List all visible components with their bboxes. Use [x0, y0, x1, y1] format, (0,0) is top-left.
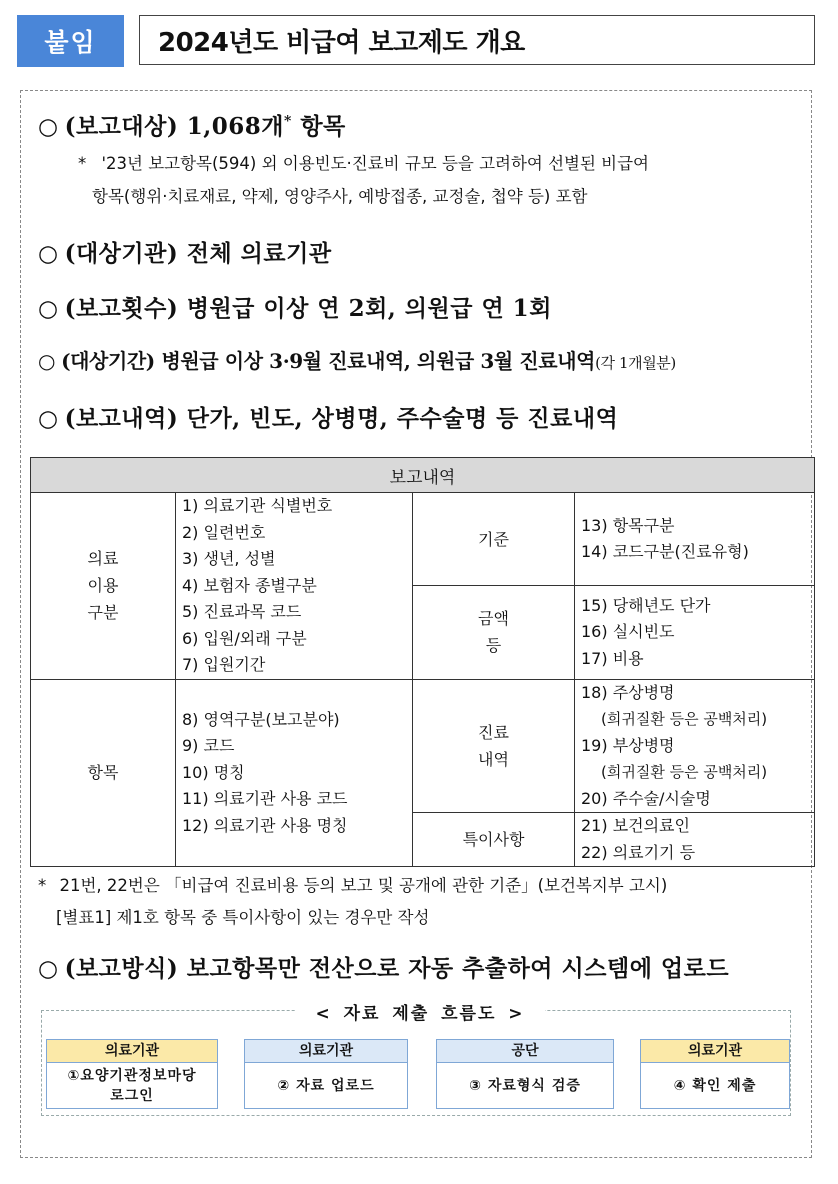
list-item: 12) 의료기관 사용 명칭: [182, 815, 348, 835]
section-note-line1: [78, 150, 649, 174]
section-report-frequency: [38, 290, 552, 323]
flow-step-body: [245, 1063, 407, 1109]
section-target-period: [38, 345, 676, 374]
list-item: 4) 보험자 종별구분: [182, 575, 317, 595]
list-item: 1) 의료기관 식별번호: [182, 496, 333, 515]
table-note-line1: [38, 872, 667, 896]
bullet-icon: ○: [38, 114, 59, 140]
footnote-mark: *: [283, 113, 292, 130]
item-list: [581, 813, 814, 866]
bullet-icon: ○: [38, 956, 59, 982]
flow-step-text: ② 자료 업로드: [277, 1078, 375, 1094]
bullet-icon: ○: [38, 241, 59, 267]
section-value: 병원급 이상 3·9월 진료내역, 의원급 3월 진료내역: [161, 349, 596, 373]
group-items-medical-use: [176, 493, 413, 680]
item-list: [182, 707, 412, 840]
footnote-mark: *: [78, 154, 87, 173]
item-list: [182, 493, 412, 679]
section-label: (대상기간): [61, 349, 155, 373]
list-item: 13) 항목구분: [581, 515, 675, 535]
section-target-institutions: [38, 235, 332, 268]
group-label-standard: [413, 493, 575, 586]
section-label: (보고내역): [64, 405, 179, 432]
bullet-icon: ○: [38, 349, 56, 373]
section-value-note: (각 1개월분): [595, 354, 676, 372]
header: [17, 15, 817, 69]
section-value: 전체 의료기관: [186, 240, 332, 267]
list-item: 7) 입원기간: [182, 655, 266, 674]
group-label-item: [31, 679, 176, 867]
item-list: [581, 513, 814, 566]
list-item: (희귀질환 등은 공백처리): [601, 710, 768, 728]
note-text: 21번, 22번은 「비급여 진료비용 등의 보고 및 공개에 관한 기준」(보건복지부 고시): [59, 876, 668, 895]
flow-step-head: 의료기관: [245, 1040, 407, 1063]
item-list: [581, 680, 814, 813]
flow-step-head: 공단: [437, 1040, 613, 1063]
table-note-line2: [별표1] 제1호 항목 중 특이사항이 있는 경우만 작성: [56, 908, 430, 927]
flow-step-text: ①요양기관정보마당 로그인: [67, 1068, 197, 1104]
flow-step-4: [640, 1039, 790, 1109]
list-item: 8) 영역구분(보고분야): [182, 709, 340, 729]
group-label-special: [413, 813, 575, 867]
section-value: 단가, 빈도, 상병명, 주수술명 등 진료내역: [186, 405, 619, 432]
section-report-target: [38, 108, 346, 141]
list-item: 2) 일련번호: [182, 522, 266, 542]
section-note-line2: 항목(행위·치료재료, 약제, 영양주사, 예방접종, 교정술, 첩약 등) 포함: [92, 187, 588, 206]
table-header: 보고내역: [31, 458, 815, 493]
list-item: 10) 명칭: [182, 762, 245, 782]
list-item: 6) 입원/외래 구분: [182, 628, 307, 648]
section-value: 보고항목만 전산으로 자동 추출하여 시스템에 업로드: [186, 955, 730, 982]
flow-step-body: [47, 1063, 217, 1109]
section-value: 1,068개: [186, 113, 284, 140]
section-report-details: [38, 400, 618, 433]
note-text: '23년 보고항목(594) 외 이용빈도·진료비 규모 등을 고려하여 선별된 비급여: [101, 154, 649, 173]
cell-text: 금액 등: [478, 609, 509, 656]
cell-text: 의료 이용 구분: [87, 549, 119, 623]
cell-text: 진료 내역: [478, 722, 509, 769]
list-item: 15) 당해년도 단가: [581, 595, 711, 615]
list-item: 18) 주상병명: [581, 682, 675, 702]
group-label-treatment: [413, 679, 575, 813]
list-item: 11) 의료기관 사용 코드: [182, 789, 348, 808]
list-item: 22) 의료기기 등: [581, 842, 696, 862]
attachment-badge: 붙임: [17, 15, 124, 67]
section-value: 병원급 이상 연 2회, 의원급 연 1회: [186, 295, 552, 322]
flow-step-1: [46, 1039, 218, 1109]
list-item: 19) 부상병명: [581, 735, 675, 755]
cell-text: 항목: [87, 763, 119, 783]
group-items-amount: [575, 586, 815, 679]
section-report-method: [38, 950, 729, 983]
group-label-amount: [413, 586, 575, 679]
section-label: (보고대상): [64, 113, 179, 140]
cell-text: 기준: [478, 529, 509, 549]
flow-step-head: 의료기관: [47, 1040, 217, 1063]
list-item: 3) 생년, 성별: [182, 549, 276, 568]
group-items-special: [575, 813, 815, 867]
flow-step-head: 의료기관: [641, 1040, 789, 1063]
list-item: 16) 실시빈도: [581, 622, 675, 642]
list-item: (희귀질환 등은 공백처리): [601, 763, 768, 781]
bullet-icon: ○: [38, 296, 59, 322]
list-item: 20) 주수술/시술명: [581, 788, 711, 808]
list-item: 14) 코드구분(진료유형): [581, 542, 749, 562]
flow-step-text: ④ 확인 제출: [673, 1078, 757, 1094]
section-label: (보고횟수): [64, 295, 179, 322]
footnote-mark: *: [38, 876, 47, 895]
section-value-tail: 항목: [300, 113, 346, 140]
bullet-icon: ○: [38, 406, 59, 432]
group-label-medical-use: [31, 493, 176, 680]
item-list: [581, 593, 814, 673]
flow-step-text: ③ 자료형식 검증: [469, 1078, 581, 1094]
section-label: (대상기관): [64, 240, 179, 267]
group-items-treatment: [575, 679, 815, 813]
flow-step-3: [436, 1039, 614, 1109]
flow-step-body: [641, 1063, 789, 1109]
page-title: 2024년도 비급여 보고제도 개요: [139, 15, 815, 65]
list-item: 5) 진료과목 코드: [182, 602, 302, 621]
report-details-table: [30, 457, 815, 867]
flow-title: < 자료 제출 흐름도 >: [295, 999, 545, 1025]
flow-step-body: [437, 1063, 613, 1109]
group-items-standard: [575, 493, 815, 586]
list-item: 9) 코드: [182, 736, 235, 755]
flow-step-2: [244, 1039, 408, 1109]
list-item: 21) 보건의료인: [581, 816, 690, 835]
group-items-item: [176, 679, 413, 867]
cell-text: 특이사항: [462, 830, 525, 849]
list-item: 17) 비용: [581, 648, 644, 668]
section-label: (보고방식): [64, 955, 179, 982]
